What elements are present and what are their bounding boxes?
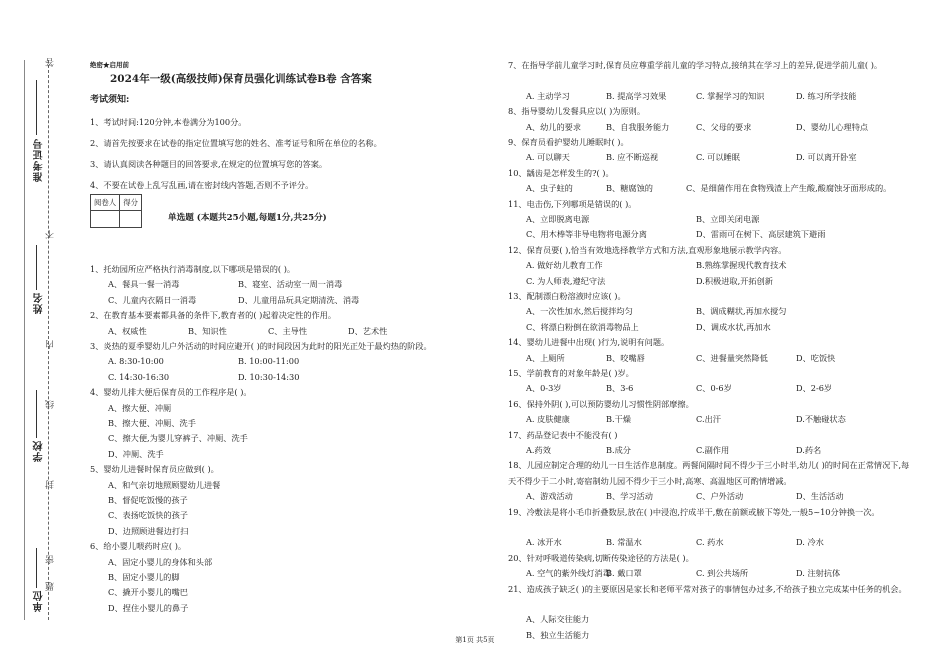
answer-option[interactable]: C. 到公共场所 — [696, 568, 749, 579]
answer-option[interactable]: C、擦大便,为婴儿穿裤子、冲厕、洗手 — [108, 433, 248, 444]
answer-option[interactable]: B、学习活动 — [606, 491, 653, 502]
notice-item: 2、请首先按要求在试卷的指定位置填写您的姓名、准考证号和所在单位的名称。 — [90, 138, 382, 148]
answer-option[interactable]: B. 10:00-11:00 — [238, 356, 300, 367]
answer-option[interactable]: C、儿童内衣隔日一消毒 — [108, 294, 197, 305]
school-line — [36, 390, 37, 438]
question-stem: 1、托幼园所应严格执行消毒制度,以下哪项是错误的( )。 — [90, 264, 296, 274]
answer-option[interactable]: B. 戴口罩 — [606, 568, 642, 579]
answer-option[interactable]: B、调成糊状,再加水搅匀 — [696, 306, 787, 317]
answer-option[interactable]: D.积极进取,开拓创新 — [696, 275, 773, 286]
question-stem: 8、指导婴幼儿发餐具应以( )为原则。 — [508, 106, 646, 117]
question-stem: 11、电击伤,下列哪项是错误的( )。 — [508, 198, 637, 209]
answer-option[interactable]: B、糖腐蚀的 — [606, 183, 653, 194]
question-stem: 3、炎热的夏季婴幼儿户外活动的时间应避开( )的时间段因为此时的阳光正处于最灼热的阶段。 — [90, 341, 432, 351]
answer-option[interactable]: D、2-6岁 — [796, 383, 833, 394]
answer-option[interactable]: D.药名 — [796, 445, 822, 455]
answer-option[interactable]: B.成分 — [606, 445, 631, 455]
question-stem: 19、冷敷法是将小毛巾折叠数层,放在( )中浸泡,拧成半干,敷在前额或腋下等处,一般5~10分钟换一次。 — [508, 506, 880, 517]
grader-cell[interactable] — [91, 211, 120, 227]
question-stem: 15、学前教育的对象年龄是( )岁。 — [508, 368, 634, 378]
answer-option[interactable]: A. 冰开水 — [526, 537, 562, 548]
score-cell[interactable] — [120, 211, 142, 227]
answer-option[interactable]: D、冲厕、洗手 — [108, 448, 164, 459]
answer-option[interactable]: D、吃饭快 — [796, 352, 836, 363]
answer-option[interactable]: A、幼儿的要求 — [526, 121, 582, 132]
answer-option[interactable]: C、父母的要求 — [696, 121, 752, 132]
answer-option[interactable]: A. 皮肤健康 — [526, 414, 570, 425]
answer-option[interactable]: B、擦大便、冲厕、洗手 — [108, 418, 196, 428]
margin-seal-char: 密 — [46, 555, 56, 564]
answer-option[interactable]: B.干燥 — [606, 414, 631, 425]
answer-option[interactable]: C.副作用 — [696, 445, 730, 455]
secret-mark: 绝密★启用前 — [90, 61, 129, 69]
answer-option[interactable]: D. 10:30-14:30 — [238, 371, 300, 382]
answer-option[interactable]: A、0-3岁 — [526, 383, 562, 394]
unit-label: 单位 — [34, 590, 45, 612]
exam-number-label: 准考证号 — [34, 138, 45, 182]
answer-option[interactable]: B、咬嘴唇 — [606, 352, 645, 363]
answer-option[interactable]: A. 做好幼儿教育工作 — [526, 260, 603, 271]
answer-option[interactable]: D、边照顾进餐边打扫 — [108, 525, 189, 536]
question-stem: 18、儿园应制定合理的幼儿一日生活作息制度。两餐间隔时间不得少于三小时半,幼儿( )的时间在正常情况下,每天不得少于二小时,寄宿制幼儿园不得少于三小时,高寒、高温地区可酌情增减。 — [508, 460, 910, 486]
answer-option[interactable]: D、儿童用品玩具定期清洗、消毒 — [238, 294, 360, 305]
answer-option[interactable]: D、艺术性 — [348, 325, 388, 336]
margin-seal-char: 线 — [46, 400, 56, 409]
answer-option[interactable]: C、主导性 — [268, 325, 308, 336]
question-stem: 13、配制漂白粉溶液时应该( )。 — [508, 291, 626, 301]
answer-option[interactable]: B、3-6 — [606, 383, 634, 394]
question-stem: 17、药品登记表中不能没有( ) — [508, 429, 618, 440]
answer-option[interactable]: A、和气亲切地照顾婴幼儿进餐 — [108, 479, 221, 490]
section-title: 单选题 (本题共25小题,每题1分,共25分) — [168, 213, 327, 223]
answer-option[interactable]: D、捏住小婴儿的鼻子 — [108, 602, 189, 613]
answer-option[interactable]: A、立即脱离电源 — [526, 214, 590, 224]
answer-option[interactable]: B、独立生活能力 — [526, 629, 590, 640]
school-label: 学校 — [34, 440, 45, 462]
question-stem: 12、保育员要( ),恰当有效地选择教学方式和方法,直观形象地展示教学内容。 — [508, 244, 787, 255]
margin-seal-char: 不 — [46, 230, 56, 239]
question-stem: 16、保持外阴( ),可以预防婴幼儿习惯性阴部摩擦。 — [508, 398, 694, 409]
question-stem: 21、造成孩子缺乏( )的主要原因是家长和老师平常对孩子的事情包办过多,不给孩子独立完成某中任务的机会。 — [508, 583, 907, 594]
margin-seal-char: 内 — [46, 340, 56, 349]
answer-option[interactable]: A、人际交往能力 — [526, 614, 590, 625]
question-stem: 20、针对呼吸道传染病,切断传染途径的方法是( )。 — [508, 552, 694, 563]
answer-option[interactable]: A、固定小婴儿的身体和头部 — [108, 556, 213, 567]
answer-option[interactable]: D. 注射抗体 — [796, 568, 841, 579]
question-stem: 5、婴幼儿进餐时保育员应做到( )。 — [90, 464, 219, 475]
question-stem: 14、婴幼儿进餐中出现( )行为,说明有问题。 — [508, 337, 670, 348]
answer-option[interactable]: C、表扬吃饭快的孩子 — [108, 510, 188, 521]
margin-seal-char: 封 — [46, 480, 56, 489]
answer-option[interactable]: B、寝室、活动室一周一消毒 — [238, 279, 343, 290]
question-stem: 4、婴幼儿排大便后保育员的工作程序是( )。 — [90, 387, 252, 398]
answer-option[interactable]: A、餐具一餐一消毒 — [108, 279, 180, 290]
name-label: 姓名 — [34, 292, 45, 314]
answer-option[interactable]: D. 可以离开卧室 — [796, 152, 857, 163]
answer-option[interactable]: C. 掌握学习的知识 — [696, 90, 765, 101]
exam-number-line — [36, 80, 37, 135]
margin-bottom-char: 题 — [46, 582, 56, 591]
notice-item: 3、请认真阅读各种题目的回答要求,在规定的位置填写您的答案。 — [90, 159, 328, 169]
page-footer: 第1页 共5页 — [455, 636, 495, 644]
answer-option[interactable]: C、将漂白粉倒在欲消毒物品上 — [526, 321, 639, 332]
answer-option[interactable]: C. 药水 — [696, 537, 724, 548]
notice-item: 4、不要在试卷上乱写乱画,请在密封线内答题,否则不予评分。 — [90, 180, 314, 190]
score-label: 得分 — [120, 195, 142, 211]
name-line — [36, 245, 37, 290]
answer-option[interactable]: A、擦大便、冲厕 — [108, 402, 172, 413]
answer-option[interactable]: D、婴幼儿心理特点 — [796, 121, 869, 132]
question-stem: 7、在指导学前儿童学习时,保育员应尊重学前儿童的学习特点,接纳其在学习上的差异,促进学前儿童( )。 — [508, 60, 883, 70]
score-box — [90, 194, 142, 228]
answer-option[interactable]: C、撬开小婴儿的嘴巴 — [108, 587, 188, 598]
answer-option[interactable]: B. 提高学习效果 — [606, 90, 667, 101]
answer-option[interactable]: A、游戏活动 — [526, 491, 573, 502]
answer-option[interactable]: A.药效 — [526, 445, 551, 455]
answer-option[interactable]: B、知识性 — [188, 325, 227, 336]
margin-border-line — [24, 60, 25, 620]
question-stem: 6、给小婴儿喂药时应( )。 — [90, 541, 187, 552]
answer-option[interactable]: B.熟练掌握现代教育技术 — [696, 260, 787, 271]
answer-option[interactable]: A、上厕所 — [526, 352, 565, 363]
answer-option[interactable]: A、权威性 — [108, 325, 147, 336]
answer-option[interactable]: C、是细菌作用在食物残渣上产生酸,酸腐蚀牙面形成的。 — [686, 183, 892, 194]
answer-option[interactable]: D、生活活动 — [796, 491, 844, 502]
answer-option[interactable]: C、0-6岁 — [696, 383, 732, 394]
unit-line — [36, 548, 37, 588]
answer-option[interactable]: C、户外活动 — [696, 491, 744, 502]
answer-option[interactable]: D、调成水状,再加水 — [696, 321, 771, 332]
answer-option[interactable]: B、立即关闭电源 — [696, 214, 760, 224]
answer-option[interactable]: B、督促吃饭慢的孩子 — [108, 495, 188, 505]
answer-option[interactable]: B. 应不断巡视 — [606, 152, 659, 163]
answer-option[interactable]: A、虫子蛀的 — [526, 183, 573, 194]
answer-option[interactable]: A. 主动学习 — [526, 90, 570, 101]
answer-option[interactable]: B. 常温水 — [606, 537, 642, 548]
answer-option[interactable]: C. 可以睡眠 — [696, 152, 740, 163]
answer-option[interactable]: C. 14:30-16:30 — [108, 371, 170, 382]
answer-option[interactable]: D.不触碰状态 — [796, 414, 846, 425]
notice-item: 1、考试时间:120分钟,本卷满分为100分。 — [90, 117, 247, 127]
answer-option[interactable]: A. 可以聊天 — [526, 152, 570, 163]
answer-option[interactable]: B、自我服务能力 — [606, 121, 670, 132]
grader-label: 阅卷人 — [91, 195, 120, 211]
notice-heading: 考试须知: — [90, 95, 130, 105]
question-stem: 2、在教育基本要素都具备的条件下,教育者的( )起着决定性的作用。 — [90, 310, 337, 321]
answer-option[interactable]: C.出汗 — [696, 414, 721, 425]
answer-option[interactable]: A、一次性加水,然后搅拌均匀 — [526, 306, 633, 317]
question-stem: 10、龋齿是怎样发生的?( )。 — [508, 167, 614, 178]
answer-option[interactable]: B、固定小婴儿的脚 — [108, 572, 180, 582]
answer-option[interactable]: C、用木棒等非导电物将电源分离 — [526, 229, 647, 240]
page-title: 2024年一级(高级技师)保育员强化训练试卷B卷 含答案 — [110, 73, 372, 85]
question-stem: 9、保育员看护婴幼儿睡眠时( )。 — [508, 137, 629, 147]
margin-top-char: 答 — [46, 58, 56, 67]
answer-option[interactable]: D. 练习所学技能 — [796, 90, 857, 101]
answer-option[interactable]: A. 空气的紫外线灯消毒 — [526, 568, 611, 579]
answer-option[interactable]: C、进餐量突然降低 — [696, 352, 768, 363]
answer-option[interactable]: A. 8:30-10:00 — [108, 356, 164, 367]
answer-option[interactable]: C. 为人师表,遵纪守法 — [526, 275, 606, 286]
binding-margin — [0, 0, 80, 671]
answer-option[interactable]: D、雷雨可在树下、高层建筑下避雨 — [696, 229, 826, 240]
answer-option[interactable]: D. 冷水 — [796, 537, 824, 548]
